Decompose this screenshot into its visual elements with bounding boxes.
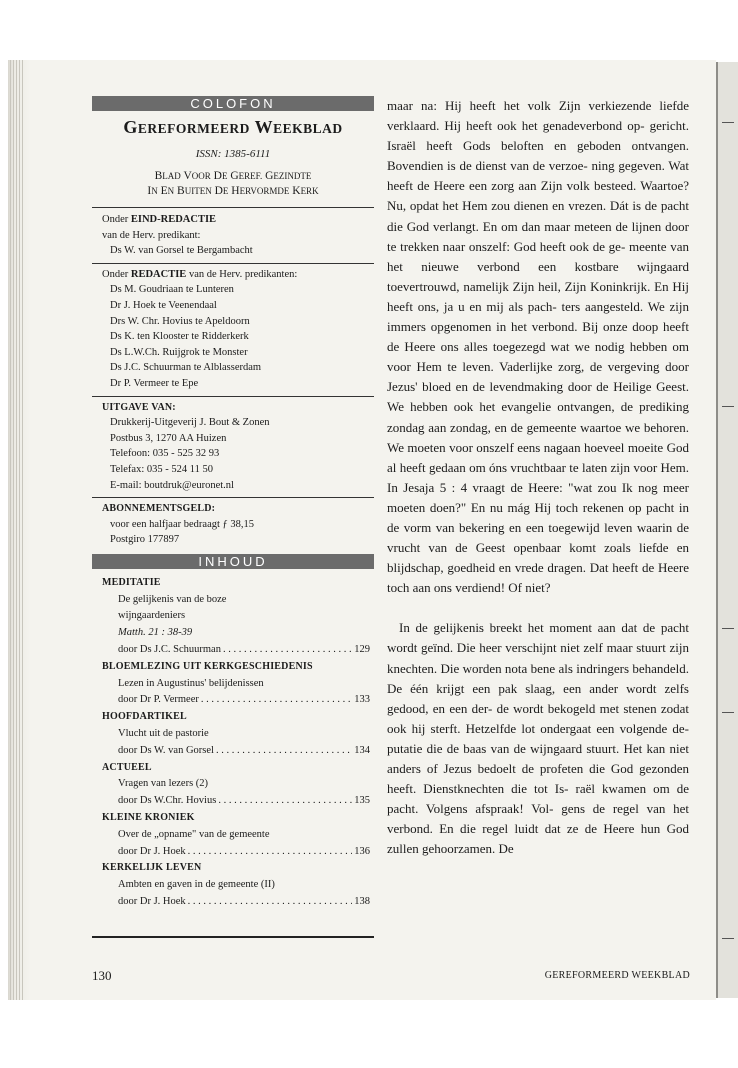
toc-page-number: 133 bbox=[354, 694, 370, 706]
toc-author: door Dr P. Vermeer bbox=[118, 694, 199, 706]
redactie-name: Dr P. Vermeer te Epe bbox=[110, 377, 199, 389]
article-line: gens de regel van het verbond. En die regel luidt bbox=[387, 801, 689, 837]
eindredactie-name: Ds W. van Gorsel te Bergambacht bbox=[110, 245, 253, 257]
article-line: het verbond. Bij onze doop heeft de Heere ons bbox=[387, 319, 689, 355]
eindredactie-line: van de Herv. predikant: bbox=[102, 229, 201, 241]
toc-leader-dots bbox=[223, 642, 352, 659]
toc-leader-dots bbox=[216, 743, 352, 760]
toc-page-number: 129 bbox=[354, 644, 370, 656]
toc-title: Vragen van lezers (2) bbox=[118, 778, 209, 790]
toc-heading: BLOEMLEZING UIT KERKGESCHIEDENIS bbox=[102, 660, 313, 672]
article-line: wijngaard toevertrouwd, namelijk Zijn heil, Zijn bbox=[387, 258, 689, 294]
inhoud-bar: INHOUD bbox=[92, 554, 374, 569]
abonnement-line: voor een halfjaar bedraagt ƒ 38,15 bbox=[110, 518, 255, 530]
section-heading: UITGAVE VAN: bbox=[102, 401, 176, 413]
toc-entry bbox=[102, 894, 370, 911]
article-line: kan niet anders of Jezus bedoelt de profeten die bbox=[387, 740, 690, 776]
article-body bbox=[387, 96, 689, 859]
facing-page-edge bbox=[716, 62, 738, 998]
redactie-name: Drs W. Chr. Hovius te Apeldoorn bbox=[110, 315, 250, 327]
article-line: gericht. Israël heeft Gods beloften en geboden bbox=[387, 118, 689, 154]
divider bbox=[92, 396, 374, 397]
toc-title: Over de „opname" van de gemeente bbox=[118, 828, 270, 840]
article-line: Koninkrijk. En Hij heeft ons, ja u en mij als pach- bbox=[387, 278, 689, 314]
article-line: sterft. Hetzelfde lot ondergaat een volgende de- bbox=[430, 720, 689, 736]
abonnement-section bbox=[92, 501, 374, 548]
prefix-text: Onder bbox=[102, 214, 131, 225]
article-paragraph bbox=[387, 96, 689, 598]
toc-author: door Dr J. Hoek bbox=[118, 896, 186, 908]
article-line: te trekken naar onszelf: God heeft ook de ge- bbox=[387, 238, 629, 254]
section-heading: REDACTIE bbox=[130, 268, 187, 280]
redactie-name: Ds L.W.Ch. Ruijgrok te Monster bbox=[110, 346, 248, 358]
subtitle-line: BLAD VOOR DE GEREF. GEZINDTE bbox=[154, 170, 312, 182]
uitgave-line: Postbus 3, 1270 AA Huizen bbox=[110, 432, 227, 444]
section-heading: ABONNEMENTSGELD: bbox=[102, 503, 216, 515]
redactie-name: Ds K. ten Klooster te Ridderkerk bbox=[110, 331, 249, 343]
toc-heading: HOOFDARTIKEL bbox=[102, 711, 187, 723]
article-line: de wordt bekogeld met stenen zodat ook hij bbox=[387, 700, 689, 736]
divider bbox=[92, 207, 374, 208]
article-line: Jesaja 5 : 4 vraagt de Heere: "wat zou Ik nog meer bbox=[403, 479, 689, 495]
redactie-name: Ds J.C. Schuurman te Alblasserdam bbox=[110, 362, 262, 374]
article-line: verdiend! Of niet? bbox=[455, 580, 551, 596]
section-heading: EIND-REDACTIE bbox=[130, 214, 217, 225]
article-line: Geest. We hebben ook het evangelie ontvangen, bbox=[387, 379, 689, 415]
toc-page-number: 135 bbox=[354, 795, 370, 807]
article-line: eens nagaan hoeveel moeite God al heeft gedaan bbox=[387, 439, 689, 475]
article-line: pacht in de vorm van bekering en een toegewijd bbox=[387, 499, 689, 535]
issn: ISSN: 1385-6111 bbox=[195, 148, 271, 160]
toc-page-number: 136 bbox=[354, 845, 370, 857]
article-line: verklaard. Hij heeft ook het genadeverbond op- bbox=[387, 118, 650, 134]
subtitle bbox=[92, 169, 374, 199]
redactie-suffix: van de Herv. predikanten: bbox=[186, 268, 298, 280]
colofon-box bbox=[92, 96, 374, 938]
toc-entry bbox=[102, 793, 370, 810]
article-line: maar stuurt zijn knechten. Die worden nota bene bbox=[387, 640, 689, 676]
redactie-name: Ds M. Goudriaan te Lunteren bbox=[110, 284, 234, 296]
article-paragraph bbox=[387, 618, 689, 859]
article-line: moeten doen?" En nu mág Hij toch rekenen op bbox=[387, 499, 647, 515]
article-line: Zijn volk besteed. Waartoe? Nu, opdat het Hem bbox=[387, 178, 689, 214]
article-line: Jezus' bloed en de levendmaking door de Heilige bbox=[387, 379, 657, 395]
article-line: maar na: Hij heeft het volk Zijn verkiezende liefde bbox=[387, 98, 689, 113]
toc-author: door Ds J.C. Schuurman bbox=[118, 644, 221, 656]
article-line: leven waarin de vrucht van de Geest openbaar bbox=[387, 519, 689, 556]
article-line: God gezonden heeft. Dienstknechten die tot Is- bbox=[387, 761, 689, 797]
redactie-list bbox=[102, 282, 374, 391]
uitgave-section bbox=[92, 400, 374, 494]
uitgave-line: Drukkerij-Uitgeverij J. Bout & Zonen bbox=[110, 417, 270, 429]
article-line: als indringers behandeld. De één krijgt een pak bbox=[387, 660, 690, 696]
article-line: slaag, een ander wordt zelfs gedood, en een der- bbox=[387, 680, 689, 716]
running-head: GEREFORMEERD WEEKBLAD bbox=[544, 970, 690, 981]
toc-entry bbox=[102, 642, 370, 659]
article-line: komt zoals liefde en blijdschap, goedheid en bbox=[387, 540, 689, 576]
toc-heading: ACTUEEL bbox=[102, 761, 152, 773]
toc-leader-dots bbox=[201, 692, 352, 709]
abonnement-line: Postgiro 177897 bbox=[110, 534, 180, 546]
subtitle-line: IN EN BUITEN DE HERVORMDE KERK bbox=[147, 185, 319, 197]
toc-title: Ambten en gaven in de gemeente (II) bbox=[118, 879, 275, 891]
article-line: putatie die de baas van de wijngaard stuurt. Het bbox=[387, 740, 647, 756]
article-line: vrede dragen. Dat heeft de Heere toch aan ons bbox=[387, 560, 690, 596]
uitgave-list bbox=[102, 415, 374, 493]
article-line: verlangt. En om dan maar meteen de lijnen door bbox=[433, 218, 689, 234]
toc-entry bbox=[102, 692, 370, 709]
toc-author: door Dr J. Hoek bbox=[118, 845, 186, 857]
toc-heading: KLEINE KRONIEK bbox=[102, 812, 195, 824]
page-number: 130 bbox=[92, 968, 112, 983]
masthead-title bbox=[92, 117, 374, 139]
article-line: In de gelijkenis breekt het moment aan dat de bbox=[399, 620, 661, 636]
toc-title: Vlucht uit de pastorie bbox=[118, 728, 209, 740]
toc-leader-dots bbox=[188, 894, 353, 911]
toc-title: Lezen in Augustinus' belijdenissen bbox=[118, 677, 264, 689]
article-line: waartoe we behoren. We moeten voor onszelf bbox=[387, 419, 689, 455]
article-line: om óns vruchtbaar te laten zijn voor Hem. In bbox=[387, 459, 689, 495]
toc-title: wijngaardeniers bbox=[118, 610, 186, 622]
uitgave-line: Telefax: 035 - 524 11 50 bbox=[110, 463, 213, 475]
toc-heading: MEDITATIE bbox=[102, 576, 161, 588]
article-line: Hem te leven. Vaderlijke zorg, de vergeving door bbox=[416, 359, 689, 375]
toc-entry bbox=[102, 844, 370, 861]
article-line: alles toegezegd wat we nodig hebben om voor bbox=[387, 339, 689, 375]
table-of-contents bbox=[92, 575, 374, 911]
divider bbox=[92, 263, 374, 264]
divider bbox=[92, 497, 374, 498]
article-line: pacht wordt geïnd. Die heer verschijnt niet zelf bbox=[387, 620, 689, 656]
article-line: meente van het nieuwe verbond een kostbare bbox=[387, 238, 689, 274]
article-line: ters aangesteld. We zijn immers opgenomen in bbox=[387, 298, 689, 335]
redactie-section bbox=[92, 267, 374, 392]
colofon-bar: COLOFON bbox=[92, 96, 374, 111]
article-line: raël kwamen om de pacht. Volgens afspraak! Vol- bbox=[387, 781, 689, 817]
toc-leader-dots bbox=[188, 844, 353, 861]
toc-leader-dots bbox=[218, 793, 352, 810]
article-line: de prediking zondag aan zondag, en de gemeente bbox=[387, 399, 689, 435]
toc-reference: Matth. 21 : 38-39 bbox=[118, 627, 193, 639]
uitgave-line: Telefoon: 035 - 525 32 93 bbox=[110, 448, 220, 460]
toc-heading: KERKELIJK LEVEN bbox=[102, 862, 202, 874]
prefix-text: Onder bbox=[102, 268, 131, 280]
toc-page-number: 138 bbox=[354, 896, 370, 908]
eindredactie-section bbox=[92, 212, 374, 259]
toc-author: door Ds W. van Gorsel bbox=[118, 744, 214, 756]
article-line: zou dienen en vrezen. Dát is de pacht die God bbox=[387, 198, 689, 234]
binding-edge bbox=[8, 60, 34, 1000]
masthead-text: GEREFORMEERD WEEKBLAD bbox=[123, 117, 343, 137]
uitgave-line: E-mail: boutdruk@euronet.nl bbox=[110, 479, 234, 491]
toc-entry bbox=[102, 743, 370, 760]
redactie-name: Dr J. Hoek te Veenendaal bbox=[110, 299, 217, 311]
article-line: ontvangen. Bovendien is de dienst van de verzoe- bbox=[387, 138, 689, 174]
toc-page-number: 134 bbox=[354, 744, 370, 756]
abonnement-list bbox=[102, 517, 374, 548]
article-line: dat ze de Heere hun God zullen gehoorzamen. De bbox=[387, 821, 689, 857]
article-line: ning gegeven. Wat heeft de Heere een zorg aan bbox=[387, 158, 689, 194]
toc-title: De gelijkenis van de boze bbox=[118, 593, 227, 605]
toc-author: door Ds W.Chr. Hovius bbox=[118, 795, 217, 807]
